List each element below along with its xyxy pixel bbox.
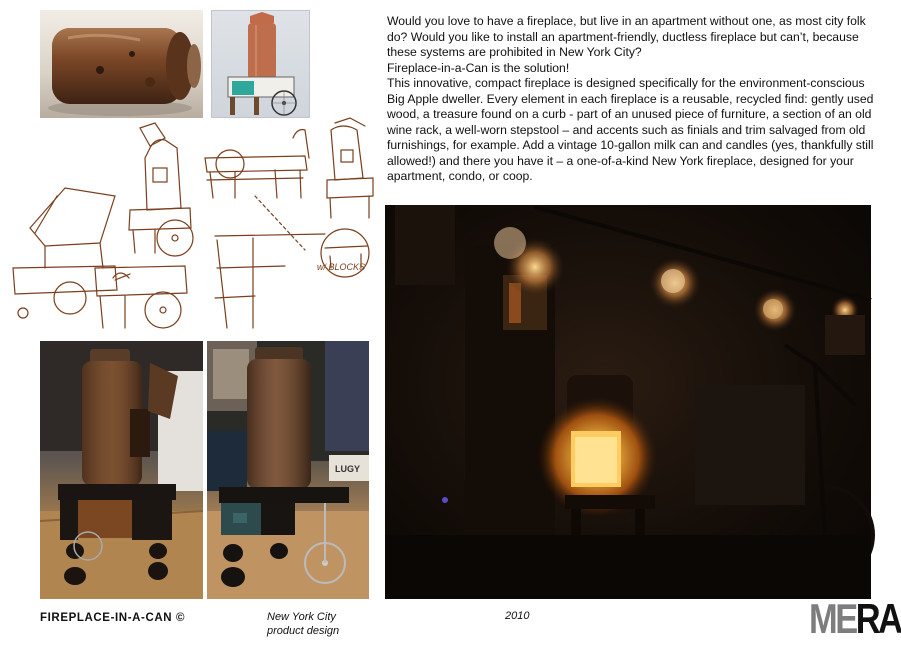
sketch-note-text: w/ BLOCKS [317, 262, 366, 272]
mera-logo [809, 595, 901, 642]
description-body: This innovative, compact fireplace is designed specifically for the environment-conscious Big Apple dweller. Every element in each fireplace is a reusable, recycled find: gently used wood, a treasure found on a curb - part of an unused piece of furniture, a section of an old wine rack, a well-worn stepstool – and accents such as finials and trim salvaged from old furnishings, for example. Add a vintage 10-gallon milk can and candles (yes, thankfully still allowed!) and there you have it – a one-of-a-kind New York fireplace, designed for your apartment, condo, or coop. [387, 76, 874, 183]
project-type: product design [267, 625, 340, 637]
project-title: FIREPLACE-IN-A-CAN © [40, 612, 186, 624]
project-year: 2010 [505, 610, 530, 622]
description-text-block [387, 14, 875, 185]
logo-part-ra: RA [855, 595, 901, 642]
description-intro: Would you love to have a fireplace, but live in an apartment without one, as most city folk do? Would you like to install an apartment-friendly, ductless fireplace but can’t, because these systems are prohibited in New York City? [387, 14, 866, 59]
project-location: New York City [267, 611, 336, 623]
rusty-milk-can-photo [40, 10, 203, 118]
fireplace-lit-at-night-photo [385, 205, 871, 599]
fireplace-front-photo [207, 341, 369, 599]
project-category [267, 610, 339, 638]
description-tagline: Fireplace-in-a-Can is the solution! [387, 60, 570, 75]
fireplace-concept-sketches [5, 118, 375, 338]
lugy-sign-text: LUGY [335, 464, 361, 474]
logo-part-me: ME [809, 595, 856, 642]
fireplace-3d-model-render [211, 10, 310, 118]
fireplace-side-photo [40, 341, 203, 599]
